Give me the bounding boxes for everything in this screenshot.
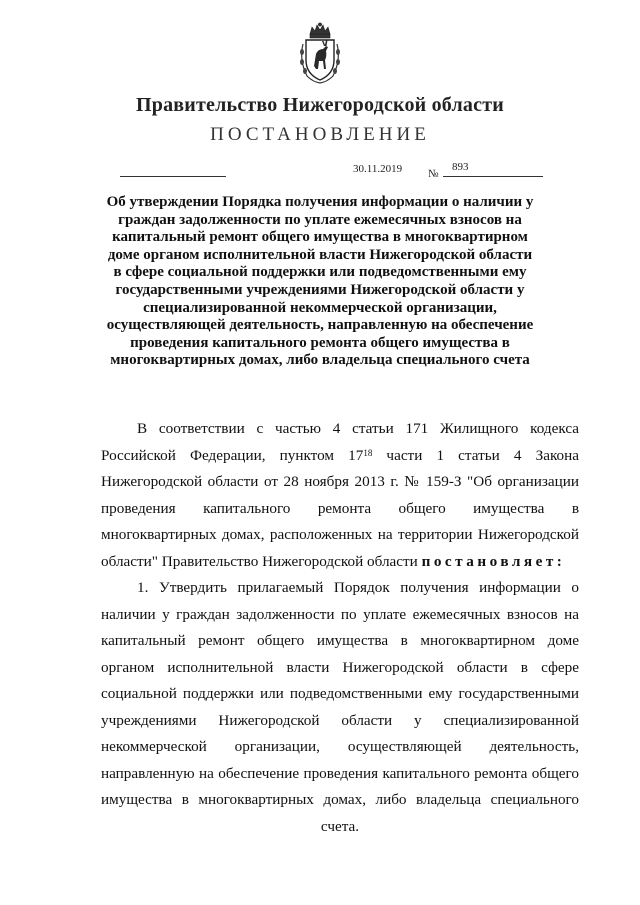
government-title: Правительство Нижегородской области: [136, 94, 504, 116]
paragraph-item-1: 1. Утвердить прилагаемый Порядок получения информации о наличии у граждан задолженности по уплате ежемесячных взносов на капитальный ремонт общего имущества в многоквартирном доме органом исполнительной власти Нижегородской области в сфере социальной поддержки или подведомственными ему государственными учреждениями Нижегородской области у специализированной некоммерческой организации, осуществляющей деятельность, направленную на обеспечение проведения капитального ремонта общего имущества в многоквартирных домах, либо владельца специального счета.: [101, 579, 579, 835]
document-type: ПОСТАНОВЛЕНИЕ: [210, 124, 430, 145]
signature-line: [120, 176, 226, 177]
document-body: [101, 416, 579, 840]
paragraph-preamble: [101, 416, 579, 575]
resolves-word: постановляет:: [421, 552, 566, 570]
document-heading: Об утверждении Порядка получения информации о наличии у граждан задолженности по уплате ежемесячных взносов на капитальный ремонт общего имущества в многоквартирном доме органом исполнительной власти Нижегородской области в сфере социальной поддержки или подведомственными ему государственными учреждениями Нижегородской области у специализированной некоммерческой организации, осуществляющей деятельность, направленную на обеспечение проведения капитального ремонта общего имущества в многоквартирных домах, либо владельца специального счета: [106, 194, 534, 369]
document-number: 893: [452, 161, 469, 173]
nizhny-novgorod-coat-of-arms-icon: [297, 22, 343, 86]
preamble-text-part2: части 1 статьи 4 Закона Нижегородской области от 28 ноября 2013 г. № 159-З "Об организации проведения капитального ремонта общего имущества в многоквартирных домах, расположенных на территории Нижегородской области" Правительство Нижегородской области: [101, 446, 580, 570]
footnote-superscript: 18: [363, 447, 373, 458]
number-underline: [443, 176, 543, 177]
preamble-text-part1: В соответствии с частью 4 статьи 171 Жилищного кодекса Российской Федерации, пунктом 17: [101, 420, 579, 464]
document-date: 30.11.2019: [353, 163, 403, 175]
number-sign: №: [428, 168, 439, 180]
